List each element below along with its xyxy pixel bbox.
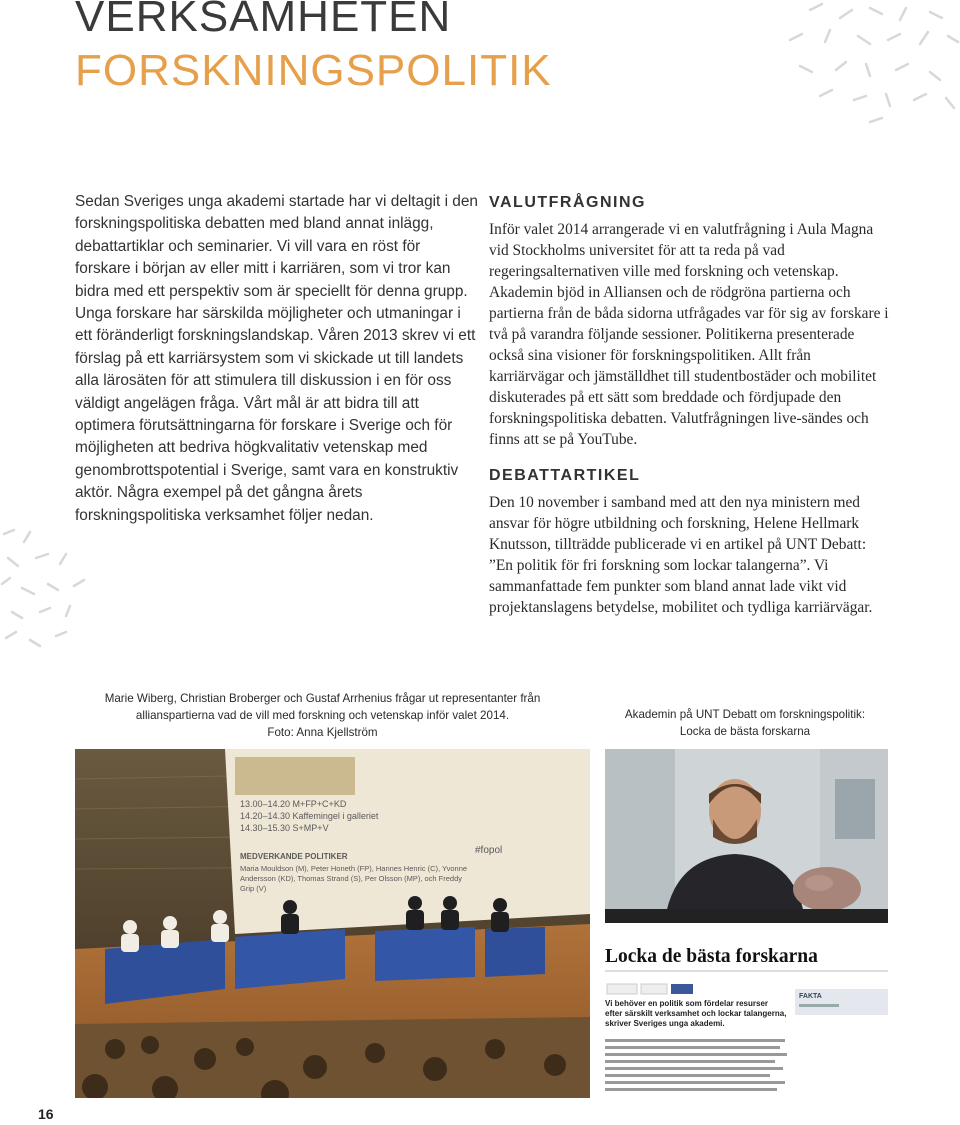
page-number: 16 [38,1106,54,1122]
page-title: FORSKNINGSPOLITIK [75,46,552,95]
unt-debatt-screenshot [605,749,888,1098]
screen-text: Maria Mouldson (M), Peter Honeth (FP), Hannes Henric (C), Yvonne [240,864,468,873]
valutfragning-heading: VALUTFRÅGNING [489,194,646,211]
section-label: VERKSAMHETEN [75,0,452,41]
unt-debatt-illustration [605,749,888,1098]
intro-paragraph: Sedan Sveriges unga akademi startade har vi deltagit i den forskningspolitiska debatten med bland annat inlägg, debattartiklar och seminarier. Vi vill vara en röst för forskare i början av eller mitt i karriären, som vi tror kan bidra med ett perspektiv som är speciellt för denna grupp. Unga forskare har särskilda möjligheter och utmaningar i ett föränderligt forskningslandskap. Våren 2013 skrev vi ett förslag på ett karriärsystem som vi skickade ut till landets alla lärosäten för att stimulera till diskussion i en för oss väldigt angelägen fråga. Vårt mål är att bidra till att optimera förutsättningarna för forskare i Sverige och för möjligheten att bedriva högkvalitativ vetenskap med genombrottspotential i Sverige, samt vara en konstruktiv aktör. Några exempel på det gångna årets forskningspolitiska verksamhet följer nedan. [75,193,478,524]
caption-line: Akademin på UNT Debatt om forskningspolitik: [624,708,866,721]
article-lead: Vi behöver en politik som fördelar resurser efter särskilt verksamhet och lockar talangerna, skriver Sveriges unga akademi. [605,999,787,1028]
screen-heading: MEDVERKANDE POLITIKER [240,852,348,861]
sidebar-label: FAKTA [799,993,822,1000]
valutfragning-body: Inför valet 2014 arrangerade vi en valutfrågning i Aula Magna vid Stockholms universitet för att ta reda på vad regeringsalternativen ville med forskning och vetenskap. Akademin bjöd in Alliansen och de rödgröna partierna och partierna från de båda sidorna utfrågades var för sig av forskare i två på varandra följande sessioner. Politikerna presenterade också sina visioner för forskningspolitiken. Allt från karriärvägar och jämställdhet till studentbostäder och mobilitet diskuterades på ett sätt som breddade och fördjupade den forskningspolitiska debatten. Valutfrågningen live-sändes och finns att se på YouTube. [489,221,889,448]
valutfragning-section [489,193,889,450]
caption-line: allianspartierna vad de vill med forskning och vetenskap inför valet 2014. [135,709,510,722]
screen-text: 13.00–14.20 M+FP+C+KD [240,799,347,809]
photo-caption-right [600,706,890,740]
debattartikel-body: Den 10 november i samband med att den nya ministern med ansvar för högre utbildning och forskning, Helene Hellmark Knutsson, tillträdde publicerade vi en artikel på UNT Debatt: ”En politik för fri forskning som lockar talangerna”. Vi sammanfattade fem punkter som bland annat lade vikt vid projektanslagens betydelse, mobilitet och tydliga karriärvägar. [489,494,873,616]
decorative-dash-pattern-left [0,528,100,658]
screen-text: 14.20–14.30 Kaffemingel i galleriet [240,811,379,821]
screen-text: Grip (V) [240,884,267,893]
article-headline: Locka de bästa forskarna [605,946,818,967]
caption-line: Locka de bästa forskarna [679,725,811,738]
debattartikel-section [489,466,889,618]
panel-debate-illustration [75,749,590,1098]
caption-line: Marie Wiberg, Christian Broberger och Gustaf Arrhenius frågar ut representanter från [104,692,541,705]
debattartikel-heading: DEBATTARTIKEL [489,467,641,484]
screen-text: Andersson (KD), Thomas Strand (S), Per Olsson (MP), och Freddy [240,874,463,883]
decorative-dash-pattern-top-right [770,0,960,130]
photo-caption-left [90,690,555,741]
panel-debate-photo [75,749,590,1098]
screen-hashtag: #fopol [475,845,503,856]
caption-photographer: Foto: Anna Kjellström [267,726,378,739]
screen-text: 14.30–15.30 S+MP+V [240,823,329,833]
